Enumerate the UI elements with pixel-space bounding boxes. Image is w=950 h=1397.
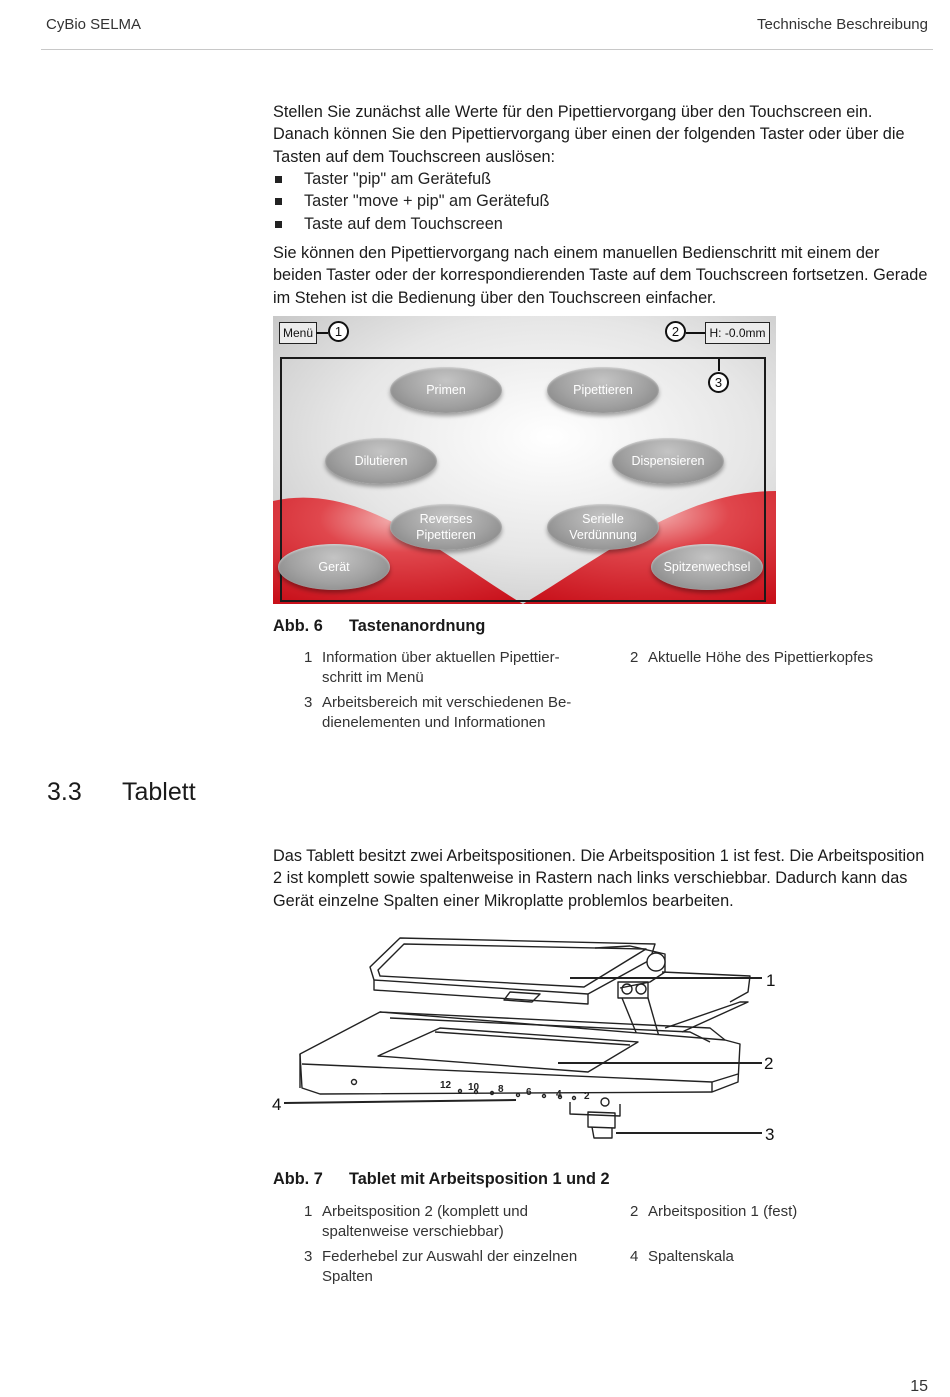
callout-2: 2: [665, 321, 686, 342]
scale-label: 2: [584, 1091, 590, 1102]
legend-item: 2 Arbeitsposition 1 (fest): [630, 1203, 798, 1220]
legend-item: 3 Arbeitsbereich mit verschiedenen Be- dienelementen und Informationen: [304, 694, 572, 731]
callout-1-leader: [316, 332, 328, 334]
page-number: 15: [910, 1378, 928, 1395]
figure-6-caption: [273, 617, 485, 636]
legend-item: 1 Arbeitsposition 2 (komplett und spaltenweise verschiebbar): [304, 1203, 528, 1240]
figure-6-number: Abb. 6: [273, 617, 323, 635]
intro-paragraph-1: Stellen Sie zunächst alle Werte für den Pipettiervorgang über den Touchscreen ein. Danach können Sie den Pipettiervorgang über einen der folgenden Taster oder über die Tasten auf dem Touchscreen auslösen:: [273, 103, 905, 166]
section-number: 3.3: [47, 778, 82, 806]
list-item: Taster "move + pip" am Gerätefuß: [273, 190, 549, 212]
header-divider: [41, 49, 933, 50]
legend-item: 3 Federhebel zur Auswahl der einzelnen Spalten: [304, 1248, 578, 1285]
menu-button[interactable]: Menü: [279, 322, 317, 344]
scale-label: 8: [498, 1084, 504, 1095]
tablet-drawing: [270, 932, 790, 1152]
height-readout: H: -0.0mm: [705, 322, 770, 344]
geraet-button[interactable]: Gerät: [278, 544, 390, 590]
primen-button[interactable]: Primen: [390, 367, 502, 413]
figure-7-caption: [273, 1170, 610, 1189]
legend-item: 2 Aktuelle Höhe des Pipettierkopfes: [630, 649, 874, 666]
section-title: Tablett: [122, 778, 196, 806]
trigger-list: [273, 168, 549, 235]
figure-7-title: Tablet mit Arbeitsposition 1 und 2: [349, 1170, 610, 1188]
callout-2-leader: [686, 332, 705, 334]
touchscreen-figure: [273, 316, 776, 604]
tablet-callout-2: 2: [764, 1054, 774, 1073]
list-item: Taster "pip" am Gerätefuß: [273, 168, 549, 190]
tablet-callout-1: 1: [766, 971, 776, 990]
header-product-name: CyBio SELMA: [46, 16, 142, 33]
dilutieren-button[interactable]: Dilutieren: [325, 438, 437, 484]
scale-label: 10: [468, 1082, 480, 1093]
figure-6-title: Tastenanordnung: [349, 617, 486, 635]
callout-1: 1: [328, 321, 349, 342]
scale-label: 6: [526, 1087, 532, 1098]
figure-7-number: Abb. 7: [273, 1170, 323, 1188]
callout-3: 3: [708, 372, 729, 393]
spitzenwechsel-button[interactable]: Spitzenwechsel: [651, 544, 763, 590]
serielle-verduennung-button[interactable]: Serielle Verdünnung: [547, 504, 659, 550]
tablet-callout-3: 3: [765, 1125, 775, 1144]
intro-paragraph-2: Sie können den Pipettiervorgang nach einem manuellen Bedienschritt mit einem der beiden Taster oder der korrespondierenden Taste auf dem Touchscreen fortsetzen. Gerade im Stehen ist die Bedienung über den Touchscreen einfacher.: [273, 244, 928, 307]
header-chapter-title: Technische Beschreibung: [757, 16, 928, 33]
legend-item: 1 Information über aktuellen Pipettier- schritt im Menü: [304, 649, 560, 686]
dispensieren-button[interactable]: Dispensieren: [612, 438, 724, 484]
scale-label: 12: [440, 1080, 452, 1091]
tablet-callout-4: 4: [272, 1095, 282, 1114]
scale-label: 4: [556, 1089, 562, 1100]
list-item: Taste auf dem Touchscreen: [273, 213, 549, 235]
reverses-pipettieren-button[interactable]: Reverses Pipettieren: [390, 504, 502, 550]
pipettieren-button[interactable]: Pipettieren: [547, 367, 659, 413]
legend-item: 4 Spaltenskala: [630, 1248, 734, 1265]
section-paragraph: Das Tablett besitzt zwei Arbeitspositionen. Die Arbeitsposition 1 ist fest. Die Arbeitsposition 2 ist komplett sowie spaltenweise in Rastern nach links verschiebbar. Dadurch kann das Gerät einzelne Spalten einer Mikroplatte problemlos bearbeiten.: [273, 847, 925, 910]
callout-3-leader: [718, 359, 720, 371]
